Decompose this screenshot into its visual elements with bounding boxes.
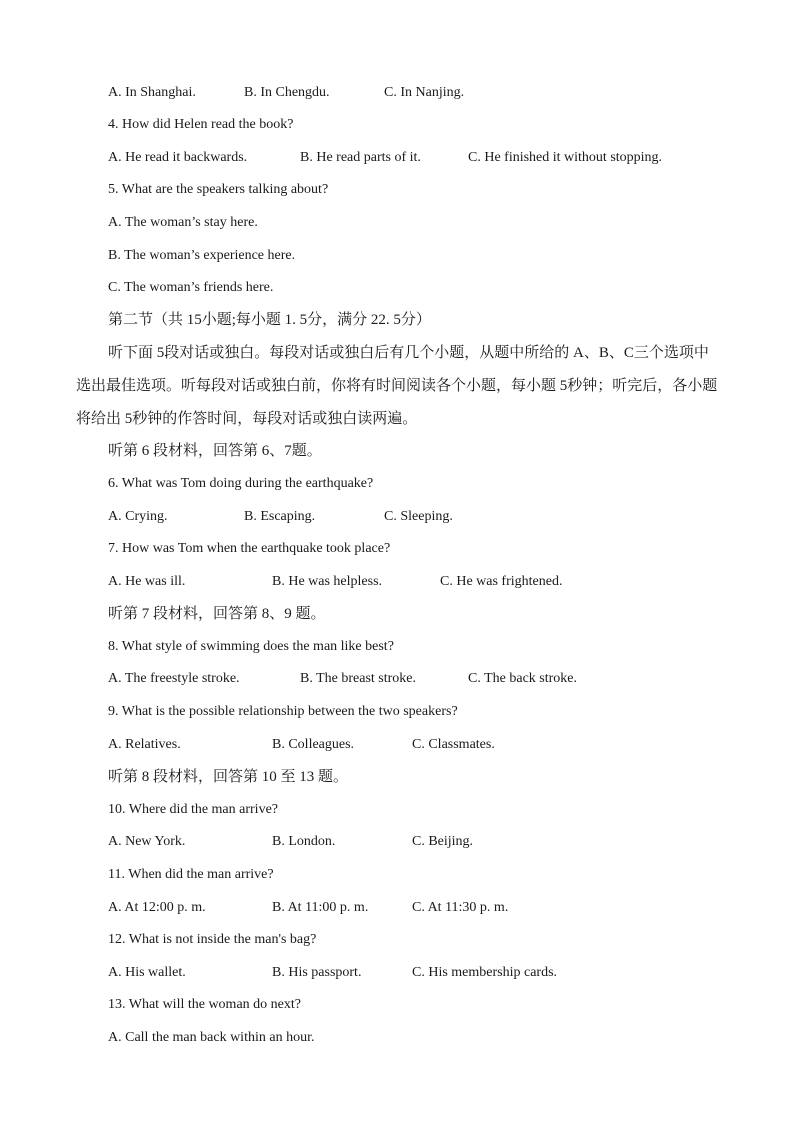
q5-option-b: B. The woman’s experience here. [108, 248, 296, 263]
q4-option-b: B. He read parts of it. [300, 150, 421, 165]
q7-option-a: A. He was ill. [108, 574, 186, 589]
q4-option-a: A. He read it backwards. [108, 150, 248, 165]
q10-option-a: A. New York. [108, 834, 186, 849]
q5-option-a: A. The woman’s stay here. [108, 215, 258, 230]
q8-option-c: C. The back stroke. [468, 671, 577, 686]
q11-option-a: A. At 12:00 p. m. [108, 900, 206, 915]
q3-option-c: C. In Nanjing. [384, 85, 465, 100]
q10-option-c: C. Beijing. [412, 834, 474, 849]
q11-question: 11. When did the man arrive? [108, 867, 274, 882]
section2-heading: 第二节（共 15小题;每小题 1. 5分，满分 22. 5分） [108, 312, 431, 328]
q10-question: 10. Where did the man arrive? [108, 802, 279, 817]
q4-question: 4. How did Helen read the book? [108, 117, 294, 132]
q13-option-a: A. Call the man back within an hour. [108, 1030, 315, 1045]
material7-heading: 听第 7 段材料，回答第 8、9 题。 [108, 606, 326, 622]
q7-question: 7. How was Tom when the earthquake took place? [108, 541, 391, 556]
q12-question: 12. What is not inside the man's bag? [108, 932, 317, 947]
q6-option-a: A. Crying. [108, 509, 168, 524]
q9-option-b: B. Colleagues. [272, 737, 355, 752]
q5-question: 5. What are the speakers talking about? [108, 182, 329, 197]
q4-option-c: C. He finished it without stopping. [468, 150, 663, 165]
q6-question: 6. What was Tom doing during the earthquake? [108, 476, 374, 491]
q8-option-b: B. The breast stroke. [300, 671, 416, 686]
q12-option-c: C. His membership cards. [412, 965, 558, 980]
material6-heading: 听第 6 段材料，回答第 6、7题。 [108, 443, 322, 459]
q9-question: 9. What is the possible relationship between the two speakers? [108, 704, 458, 719]
q3-option-b: B. In Chengdu. [244, 85, 330, 100]
q11-option-b: B. At 11:00 p. m. [272, 900, 369, 915]
q8-question: 8. What style of swimming does the man like best? [108, 639, 394, 654]
material8-heading: 听第 8 段材料，回答第 10 至 13 题。 [108, 769, 349, 785]
q5-option-c: C. The woman’s friends here. [108, 280, 274, 295]
q11-option-c: C. At 11:30 p. m. [412, 900, 509, 915]
q3-option-a: A. In Shanghai. [108, 85, 196, 100]
q9-option-a: A. Relatives. [108, 737, 181, 752]
q13-question: 13. What will the woman do next? [108, 997, 301, 1012]
section2-instructions: 听下面 5段对话或独白。每段对话或独白后有几个小题，从题中所给的 A、B、C三个选项中选出最佳选项。听每段对话或独白前，你将有时间阅读各个小题，每小题 5秒钟；听完后，各小题将给出 5秒钟的作答时间，每段对话或独白读两遍。 [76, 345, 718, 427]
q7-option-c: C. He was frightened. [440, 574, 563, 589]
q8-option-a: A. The freestyle stroke. [108, 671, 240, 686]
q12-option-b: B. His passport. [272, 965, 362, 980]
q7-option-b: B. He was helpless. [272, 574, 383, 589]
q6-option-c: C. Sleeping. [384, 509, 453, 524]
q10-option-b: B. London. [272, 834, 336, 849]
q9-option-c: C. Classmates. [412, 737, 495, 752]
q6-option-b: B. Escaping. [244, 509, 316, 524]
q12-option-a: A. His wallet. [108, 965, 186, 980]
